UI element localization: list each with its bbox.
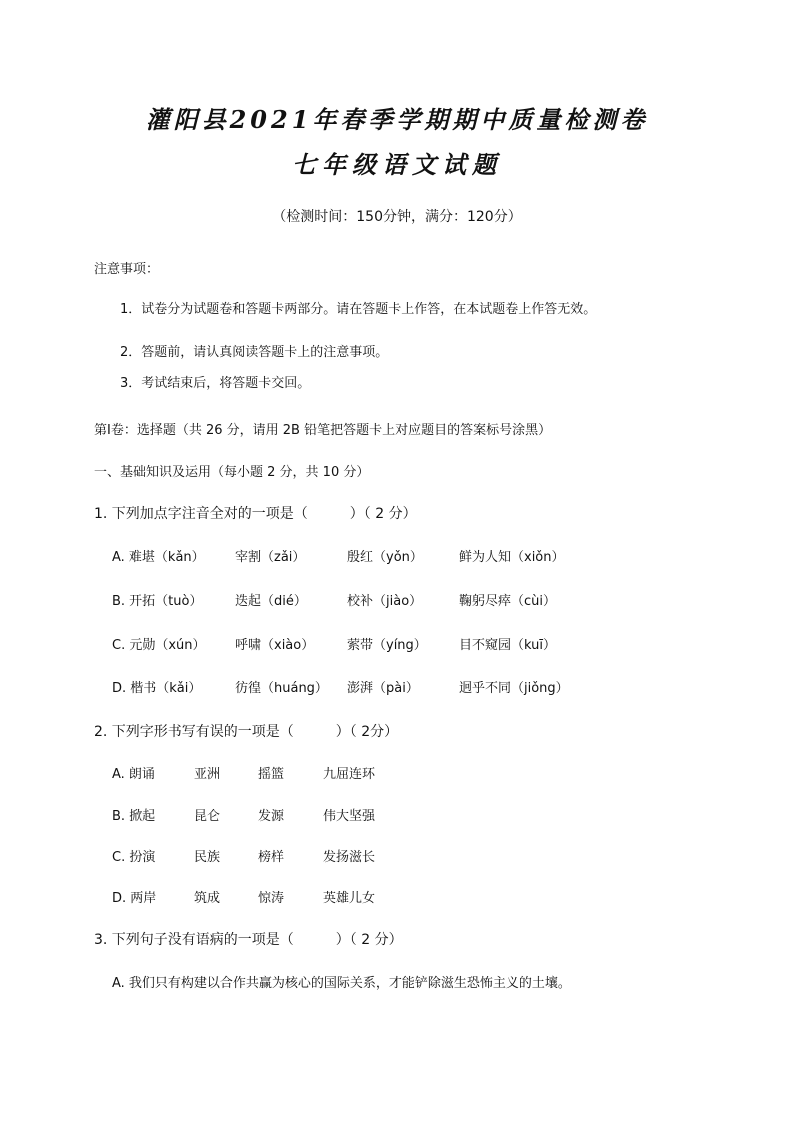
option-item: 榜样 [258, 850, 285, 865]
option-item: 迥乎不同（jiǒng） [459, 681, 569, 696]
notice-item: 3．考试结束后，将答题卡交回。 [120, 376, 311, 391]
option-item: 宰割（zǎi） [235, 550, 306, 565]
option-item: B. 开拓（tuò） [112, 594, 203, 609]
exam-info: （检测时间：150分钟，满分：120分） [272, 209, 522, 225]
option-item: 筑成 [194, 891, 221, 906]
exam-title: 灌阳县2021年春季学期期中质量检测卷 [145, 105, 649, 134]
option-item: 萦带（yíng） [347, 638, 427, 653]
option-item: 彷徨（huáng） [235, 681, 328, 696]
option-item: 九屈连环 [323, 767, 376, 782]
notice-item: 1．试卷分为试题卷和答题卡两部分。请在答题卡上作答，在本试题卷上作答无效。 [120, 302, 597, 317]
option-item: 校补（jiào） [347, 594, 423, 609]
option-item: 亚洲 [194, 767, 221, 782]
question-1-stem: 1. 下列加点字注音全对的一项是（ ）（ 2 分） [94, 506, 417, 522]
option-item: 发扬滋长 [323, 850, 376, 865]
option-item: D. 两岸 [112, 891, 157, 906]
part-heading: 一、基础知识及运用（每小题 2 分，共 10 分） [94, 465, 370, 480]
option-item: 殷红（yǒn） [347, 550, 423, 565]
option-item: A. 难堪（kǎn） [112, 550, 205, 565]
option-item: 民族 [194, 850, 221, 865]
exam-subtitle: 七年级语文试题 [292, 150, 502, 179]
question-2-stem: 2. 下列字形书写有误的一项是（ ）（ 2分） [94, 724, 399, 740]
option-item: 迭起（dié） [235, 594, 307, 609]
option-item: 英雄儿女 [323, 891, 376, 906]
option-item: B. 掀起 [112, 809, 156, 824]
option-item: C. 元勋（xún） [112, 638, 206, 653]
option-item: 伟大坚强 [323, 809, 376, 824]
option-item: A. 朗诵 [112, 767, 155, 782]
option-item: 澎湃（pài） [347, 681, 419, 696]
option-item: 目不窥园（kuī） [459, 638, 556, 653]
option-item: C. 扮演 [112, 850, 156, 865]
option-item: D. 楷书（kǎi） [112, 681, 202, 696]
option-item: 鲜为人知（xiǒn） [459, 550, 565, 565]
option-item: 发源 [258, 809, 285, 824]
option-item: 呼啸（xiào） [235, 638, 315, 653]
option-item: 摇篮 [258, 767, 285, 782]
question-3-option-a: A. 我们只有构建以合作共赢为核心的国际关系，才能铲除滋生恐怖主义的土壤。 [112, 976, 571, 991]
option-item: 鞠躬尽瘁（cùi） [459, 594, 556, 609]
option-item: 昆仑 [194, 809, 221, 824]
question-3-stem: 3. 下列句子没有语病的一项是（ ）（ 2 分） [94, 932, 403, 948]
section-heading: 第Ⅰ卷：选择题（共 26 分，请用 2B 铅笔把答题卡上对应题目的答案标号涂黑） [94, 423, 552, 438]
notice-heading: 注意事项： [94, 262, 160, 277]
option-item: 惊涛 [258, 891, 285, 906]
notice-item: 2．答题前，请认真阅读答题卡上的注意事项。 [120, 345, 389, 360]
